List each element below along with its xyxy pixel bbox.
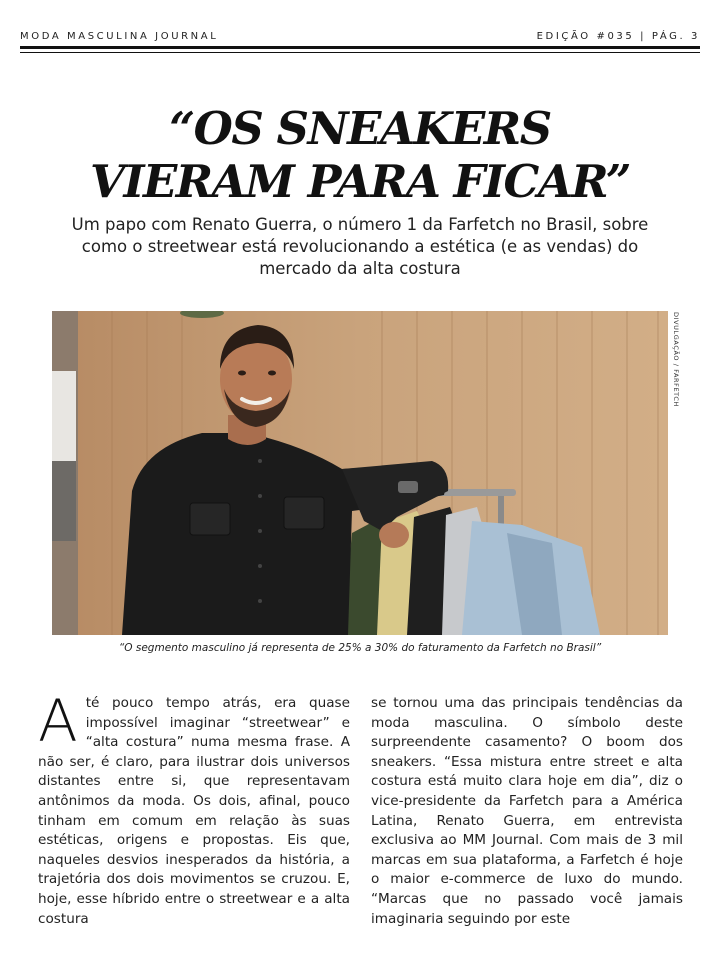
headline-line-1: “OS SNEAKERS bbox=[169, 102, 551, 155]
article-photo bbox=[52, 311, 668, 635]
drop-cap: A bbox=[38, 687, 78, 755]
header-rule-thin bbox=[20, 52, 700, 53]
body-text-2: se tornou uma das principais tendências da moda masculina. O símbolo deste surpreendente casamento? O boom dos sneakers. “Essa mistura entre street e alta costura está muito clara hoje em dia”, diz o vice-presidente da Farfetch para a América Latina, Renato Guerra, em entrevista exclusiva ao MM Journal. Com mais de 3 mil marcas em sua plataforma, a Farfetch é hoje o maior e-commerce de luxo do mundo. “Marcas que no passado você jamais imaginaria seguindo por este bbox=[371, 695, 683, 927]
article-deck: Um papo com Renato Guerra, o número 1 da Farfetch no Brasil, sobre como o streetwear está revolucionando a estética (e as vendas) do mercado da alta costura bbox=[71, 215, 649, 278]
photo-credit: DIVULGAÇÃO / FARFETCH bbox=[672, 312, 680, 407]
header-rule-thick bbox=[20, 46, 700, 49]
headline-line-2: VIERAM PARA FICAR” bbox=[90, 155, 630, 208]
body-column-1 bbox=[38, 687, 350, 929]
publication-name: MODA MASCULINA JOURNAL bbox=[20, 31, 219, 42]
photo-caption: “O segmento masculino já representa de 25% a 30% do faturamento da Farfetch no Brasil” bbox=[118, 642, 602, 654]
headline bbox=[0, 102, 720, 208]
edition-page-label: EDIÇÃO #035 | PÁG. 3 bbox=[536, 31, 700, 42]
body-column-2 bbox=[371, 694, 683, 929]
body-text-1: té pouco tempo atrás, era quase impossível imaginar “streetwear” e “alta costura” numa mesma frase. A não ser, é claro, para ilustrar dois universos distantes entre si, que representavam antônimos da moda. Os dois, afinal, pouco tinham em comum em relação às suas estéticas, origens e propostas. Eis que, naqueles desvios inesperados da história, a trajetória dos dois movimentos se cruzou. E, hoje, esse híbrido entre o streetwear e a alta costura bbox=[38, 695, 350, 927]
